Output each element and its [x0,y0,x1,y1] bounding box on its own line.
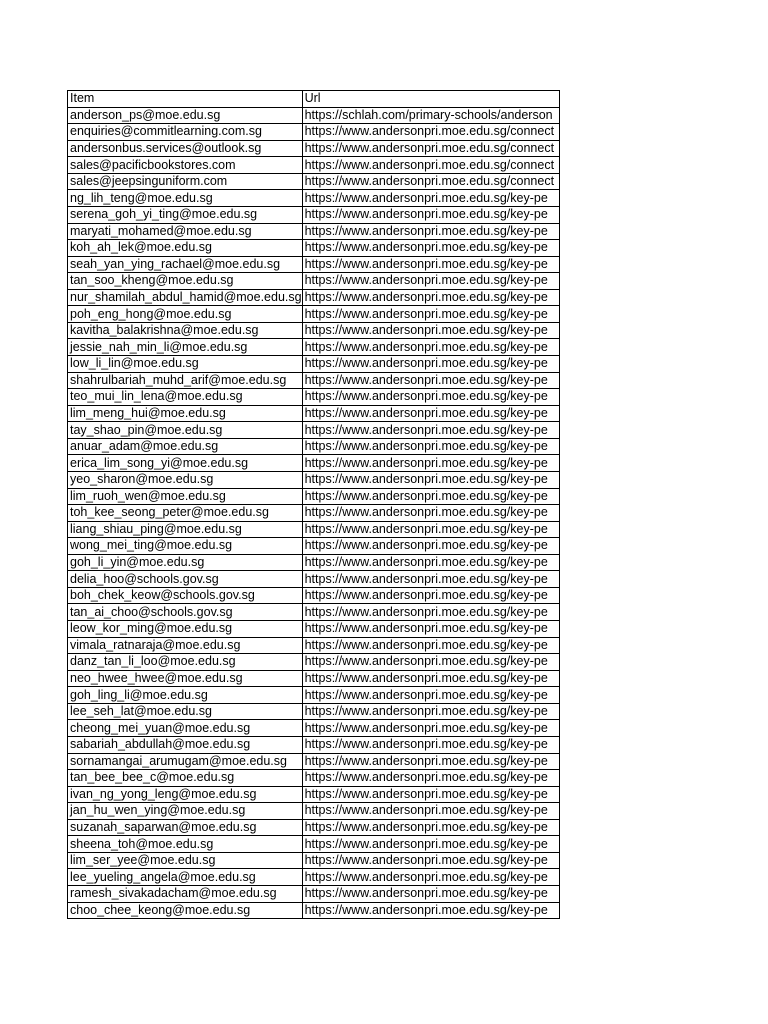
cell-url: https://www.andersonpri.moe.edu.sg/key-pe [302,471,559,488]
cell-url: https://www.andersonpri.moe.edu.sg/connect [302,140,559,157]
cell-item: neo_hwee_hwee@moe.edu.sg [68,670,303,687]
cell-url: https://www.andersonpri.moe.edu.sg/key-pe [302,902,559,919]
cell-url: https://www.andersonpri.moe.edu.sg/key-pe [302,587,559,604]
cell-item: liang_shiau_ping@moe.edu.sg [68,521,303,538]
cell-item: sales@jeepsinguniform.com [68,173,303,190]
cell-item: kavitha_balakrishna@moe.edu.sg [68,322,303,339]
cell-item: erica_lim_song_yi@moe.edu.sg [68,455,303,472]
table-row [68,836,560,853]
table-row [68,736,560,753]
table-row [68,173,560,190]
table-row [68,852,560,869]
table-row [68,405,560,422]
table-row [68,356,560,373]
cell-url: https://www.andersonpri.moe.edu.sg/key-pe [302,770,559,787]
table-row [68,803,560,820]
cell-item: maryati_mohamed@moe.edu.sg [68,223,303,240]
table-row [68,505,560,522]
cell-item: goh_li_yin@moe.edu.sg [68,554,303,571]
cell-item: cheong_mei_yuan@moe.edu.sg [68,720,303,737]
cell-url: https://www.andersonpri.moe.edu.sg/key-pe [302,637,559,654]
cell-url: https://www.andersonpri.moe.edu.sg/key-pe [302,289,559,306]
cell-url: https://www.andersonpri.moe.edu.sg/key-pe [302,538,559,555]
cell-url: https://www.andersonpri.moe.edu.sg/key-pe [302,372,559,389]
cell-url: https://www.andersonpri.moe.edu.sg/key-pe [302,886,559,903]
cell-item: tan_soo_kheng@moe.edu.sg [68,273,303,290]
table-row [68,124,560,141]
cell-url: https://www.andersonpri.moe.edu.sg/key-pe [302,720,559,737]
table-row [68,389,560,406]
table-row [68,621,560,638]
table-row [68,422,560,439]
cell-item: tay_shao_pin@moe.edu.sg [68,422,303,439]
table-row [68,322,560,339]
cell-item: jessie_nah_min_li@moe.edu.sg [68,339,303,356]
table-row [68,637,560,654]
cell-item: jan_hu_wen_ying@moe.edu.sg [68,803,303,820]
cell-url: https://www.andersonpri.moe.edu.sg/key-pe [302,654,559,671]
table-row [68,306,560,323]
cell-item: serena_goh_yi_ting@moe.edu.sg [68,206,303,223]
cell-url: https://schlah.com/primary-schools/anderson [302,107,559,124]
cell-item: shahrulbariah_muhd_arif@moe.edu.sg [68,372,303,389]
data-table [67,90,560,919]
cell-item: goh_ling_li@moe.edu.sg [68,687,303,704]
cell-item: poh_eng_hong@moe.edu.sg [68,306,303,323]
cell-item: wong_mei_ting@moe.edu.sg [68,538,303,555]
cell-item: enquiries@commitlearning.com.sg [68,124,303,141]
cell-item: vimala_ratnaraja@moe.edu.sg [68,637,303,654]
table-body [68,91,560,919]
cell-item: delia_hoo@schools.gov.sg [68,571,303,588]
table-row [68,604,560,621]
cell-item: suzanah_saparwan@moe.edu.sg [68,819,303,836]
cell-item: leow_kor_ming@moe.edu.sg [68,621,303,638]
cell-item: sheena_toh@moe.edu.sg [68,836,303,853]
table-row [68,206,560,223]
cell-url: https://www.andersonpri.moe.edu.sg/key-pe [302,190,559,207]
table-row [68,438,560,455]
cell-url: https://www.andersonpri.moe.edu.sg/key-pe [302,736,559,753]
cell-url: https://www.andersonpri.moe.edu.sg/key-pe [302,223,559,240]
cell-url: https://www.andersonpri.moe.edu.sg/key-pe [302,206,559,223]
cell-item: tan_bee_bee_c@moe.edu.sg [68,770,303,787]
table-row [68,902,560,919]
table-row [68,273,560,290]
cell-url: https://www.andersonpri.moe.edu.sg/key-pe [302,554,559,571]
cell-url: https://www.andersonpri.moe.edu.sg/key-pe [302,786,559,803]
cell-url: https://www.andersonpri.moe.edu.sg/key-pe [302,571,559,588]
cell-url: https://www.andersonpri.moe.edu.sg/key-pe [302,256,559,273]
cell-item: andersonbus.services@outlook.sg [68,140,303,157]
table-row [68,687,560,704]
cell-item: anderson_ps@moe.edu.sg [68,107,303,124]
header-row [68,91,560,108]
cell-item: ng_lih_teng@moe.edu.sg [68,190,303,207]
cell-item: teo_mui_lin_lena@moe.edu.sg [68,389,303,406]
table-row [68,289,560,306]
header-cell-url: Url [302,91,559,108]
cell-url: https://www.andersonpri.moe.edu.sg/key-pe [302,836,559,853]
cell-url: https://www.andersonpri.moe.edu.sg/key-pe [302,322,559,339]
table-row [68,372,560,389]
table-row [68,471,560,488]
cell-url: https://www.andersonpri.moe.edu.sg/key-pe [302,670,559,687]
header-cell-item: Item [68,91,303,108]
table-row [68,140,560,157]
cell-item: koh_ah_lek@moe.edu.sg [68,240,303,257]
cell-url: https://www.andersonpri.moe.edu.sg/key-pe [302,455,559,472]
cell-url: https://www.andersonpri.moe.edu.sg/key-pe [302,687,559,704]
cell-url: https://www.andersonpri.moe.edu.sg/key-pe [302,819,559,836]
table-row [68,107,560,124]
table-row [68,654,560,671]
cell-item: danz_tan_li_loo@moe.edu.sg [68,654,303,671]
cell-item: tan_ai_choo@schools.gov.sg [68,604,303,621]
cell-url: https://www.andersonpri.moe.edu.sg/key-pe [302,852,559,869]
cell-url: https://www.andersonpri.moe.edu.sg/key-pe [302,273,559,290]
cell-url: https://www.andersonpri.moe.edu.sg/key-pe [302,803,559,820]
table-row [68,571,560,588]
cell-item: lee_seh_lat@moe.edu.sg [68,703,303,720]
table-row [68,554,560,571]
cell-item: lee_yueling_angela@moe.edu.sg [68,869,303,886]
cell-item: boh_chek_keow@schools.gov.sg [68,587,303,604]
table-row [68,240,560,257]
table-row [68,819,560,836]
cell-item: lim_ruoh_wen@moe.edu.sg [68,488,303,505]
table-row [68,886,560,903]
table-row [68,256,560,273]
cell-url: https://www.andersonpri.moe.edu.sg/key-pe [302,604,559,621]
cell-url: https://www.andersonpri.moe.edu.sg/key-pe [302,621,559,638]
cell-url: https://www.andersonpri.moe.edu.sg/key-pe [302,240,559,257]
cell-url: https://www.andersonpri.moe.edu.sg/key-pe [302,753,559,770]
cell-url: https://www.andersonpri.moe.edu.sg/key-pe [302,422,559,439]
table-row [68,455,560,472]
table-row [68,538,560,555]
table-row [68,869,560,886]
cell-item: ivan_ng_yong_leng@moe.edu.sg [68,786,303,803]
table-row [68,670,560,687]
cell-item: low_li_lin@moe.edu.sg [68,356,303,373]
table-row [68,157,560,174]
cell-item: nur_shamilah_abdul_hamid@moe.edu.sg [68,289,303,306]
cell-url: https://www.andersonpri.moe.edu.sg/key-pe [302,389,559,406]
cell-item: toh_kee_seong_peter@moe.edu.sg [68,505,303,522]
cell-item: sabariah_abdullah@moe.edu.sg [68,736,303,753]
table-row [68,720,560,737]
cell-url: https://www.andersonpri.moe.edu.sg/key-pe [302,488,559,505]
table-row [68,339,560,356]
table-row [68,521,560,538]
cell-item: anuar_adam@moe.edu.sg [68,438,303,455]
table-row [68,587,560,604]
cell-url: https://www.andersonpri.moe.edu.sg/connect [302,157,559,174]
cell-url: https://www.andersonpri.moe.edu.sg/key-pe [302,438,559,455]
cell-url: https://www.andersonpri.moe.edu.sg/connect [302,124,559,141]
cell-item: seah_yan_ying_rachael@moe.edu.sg [68,256,303,273]
cell-url: https://www.andersonpri.moe.edu.sg/key-pe [302,703,559,720]
table-row [68,770,560,787]
table-row [68,488,560,505]
cell-item: yeo_sharon@moe.edu.sg [68,471,303,488]
table-row [68,703,560,720]
cell-url: https://www.andersonpri.moe.edu.sg/key-pe [302,306,559,323]
cell-url: https://www.andersonpri.moe.edu.sg/key-pe [302,869,559,886]
cell-url: https://www.andersonpri.moe.edu.sg/key-pe [302,405,559,422]
cell-url: https://www.andersonpri.moe.edu.sg/key-pe [302,521,559,538]
table-row [68,753,560,770]
cell-item: choo_chee_keong@moe.edu.sg [68,902,303,919]
cell-item: lim_meng_hui@moe.edu.sg [68,405,303,422]
cell-url: https://www.andersonpri.moe.edu.sg/connect [302,173,559,190]
table-row [68,190,560,207]
table-row [68,786,560,803]
cell-url: https://www.andersonpri.moe.edu.sg/key-pe [302,356,559,373]
cell-url: https://www.andersonpri.moe.edu.sg/key-pe [302,505,559,522]
table-row [68,223,560,240]
cell-item: lim_ser_yee@moe.edu.sg [68,852,303,869]
cell-url: https://www.andersonpri.moe.edu.sg/key-pe [302,339,559,356]
cell-item: sornamangai_arumugam@moe.edu.sg [68,753,303,770]
cell-item: sales@pacificbookstores.com [68,157,303,174]
cell-item: ramesh_sivakadacham@moe.edu.sg [68,886,303,903]
